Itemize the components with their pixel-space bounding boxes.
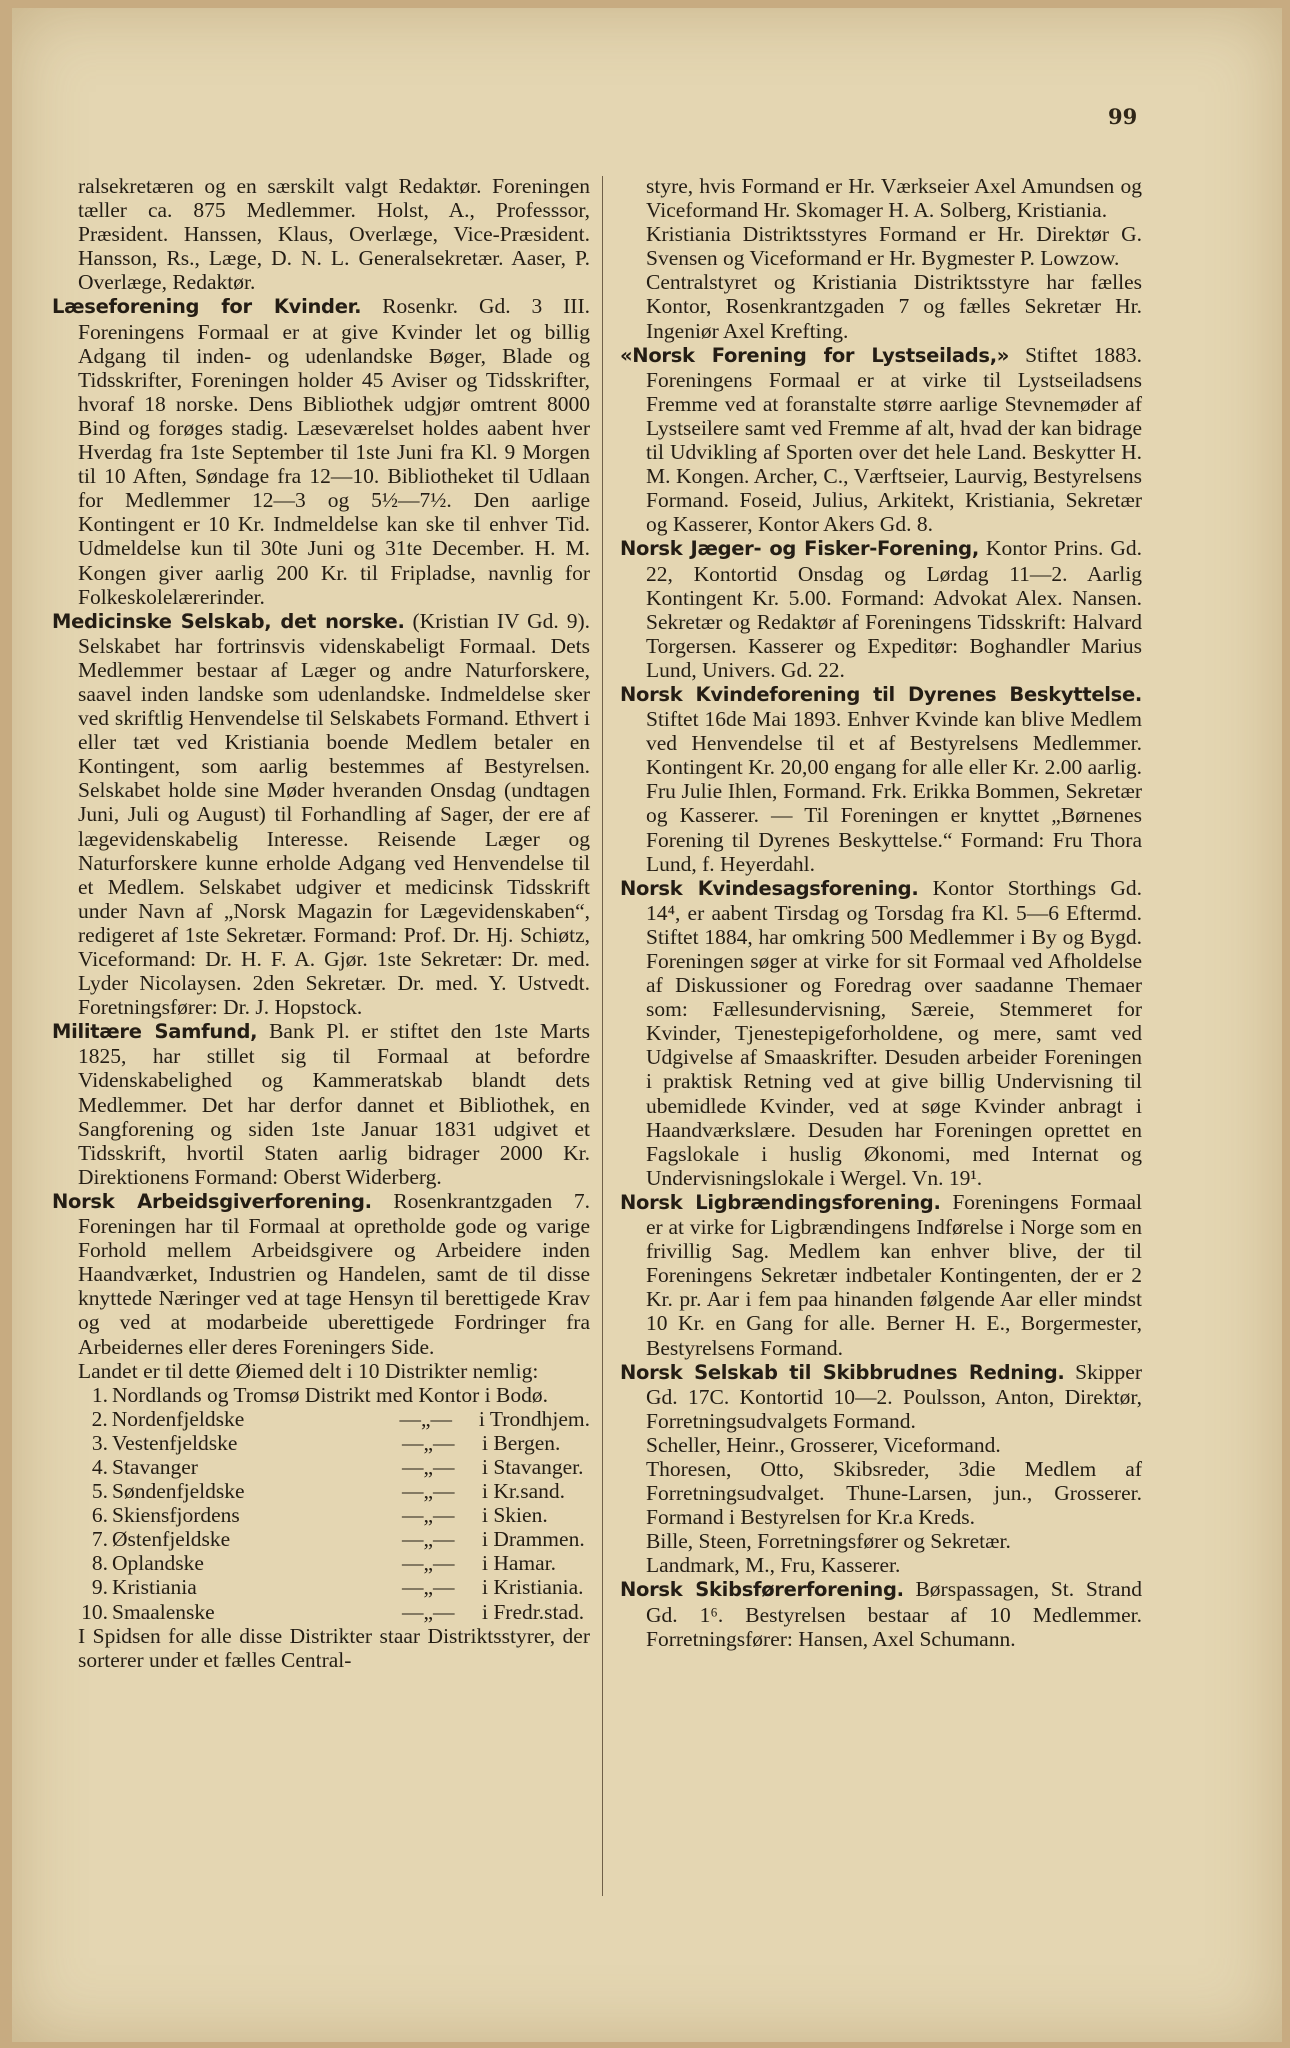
entry-heading: Norsk Jæger- og Fisker-Forening, [620,537,979,561]
districts-intro: Landet er til dette Øiemed delt i 10 Distrikter nemlig: [78,1358,539,1383]
district-row: 7. Østenfjeldske —„— i Drammen. [91,1527,585,1552]
entry-centralstyret-kontor: Centralstyret og Kristiania Distriktsstyre har fælles Kontor, Rosenkrantzgaden 7 og fælles Sekretær Hr. Ingeniør Axel Krefting. [646,270,1142,343]
entry-heading: Norsk Ligbrændingsforening. [620,1190,941,1214]
member-line: Bille, Steen, Forretningsfører og Sekretær. [646,1529,1011,1554]
entry-centralstyre-continuation: styre, hvis Formand er Hr. Værkseier Axel Amundsen og Viceformand Hr. Skomager H. A. Solberg, Kristiania. [646,174,1142,223]
column-rule [602,176,603,1896]
member-line: Thoresen, Otto, Skibsreder, 3die Medlem af Forretningsudvalget. Thune-Larsen, jun., Grosserer. Formand i Bestyrelsen for Kr.a Kreds. [646,1456,1142,1530]
districts-tail: I Spidsen for alle disse Distrikter staar Distriktsstyrer, der sorterer under et fælles Central- [78,1623,590,1672]
entry-ligbraendingsforening: Norsk Ligbrændingsforening. Foreningens Formaal er at virke for Ligbrændingens Indførelse i Norge som en frivillig Sag. Medlem kan enhver blive, der til Foreningens Sekretær indbetaler Kontingenten, der er 2 Kr. pr. Aar i fem paa hinanden følgende Aar eller mindst 10 Kr. en Gang for alle. Berner H. E., Borgermester, Bestyrelsens Formand. [620,1189,1142,1360]
right-column [620,174,1142,1651]
district-row: 2. Nordenfjeldske —„— i Trondhjem. [91,1406,590,1431]
entry-militaere-samfund: Militære Samfund, Bank Pl. er stiftet den 1ste Marts 1825, har stillet sig til Formaal at befordre Videnskabelighed og Kammeratskab blandt dets Medlemmer. Det har derfor dannet et Bibliothek, en Sangforening og siden 1ste Januar 1831 udgivet et Tidsskrift, hvortil Staten aarlig bidrager 2000 Kr. Direktionens Formand: Oberst Widerberg. [52,1019,590,1189]
district-list [52,1383,590,1624]
entry-skibbrudnes-redning: Norsk Selskab til Skibbrudnes Redning. Skipper Gd. 17C. Kontortid 10—2. Poulsson, Anton, Direktør, Forretningsudvalgets Formand. [620,1359,1142,1433]
entry-heading: Læseforening for Kvinder. [52,295,362,319]
entry-jaeger-fisker: Norsk Jæger- og Fisker-Forening, Kontor Prins. Gd. 22, Kontortid Onsdag og Lørdag 11—2. Aarlig Kontingent Kr. 5.00. Formand: Advokat Alex. Nansen. Sekretær og Redaktør af Foreningens Tidsskrift: Halvard Torgersen. Kasserer og Expeditør: Boghandler Marius Lund, Univers. Gd. 22. [620,536,1142,682]
entry-heading: Militære Samfund, [52,1020,258,1044]
member-line: Landmark, M., Fru, Kasserer. [646,1553,901,1578]
district-row: 3. Vestenfjeldske —„— i Bergen. [91,1430,561,1455]
entry-heading: Norsk Kvindeforening til Dyrenes Beskyttelse. [620,682,1142,706]
entry-medicinske-selskab: Medicinske Selskab, det norske. (Kristian IV Gd. 9). Selskabet har fortrinsvis videnskabeligt Formaal. Dets Medlemmer bestaar af Læger og andre Naturforskere, saavel inden landske som udenlandske. Indmeldelse sker ved skriftlig Henvendelse til Selskabets Formand. Ethvert i eller tæt ved Kristiania boende Medlem betaler en Kontingent, som aarlig bestemmes af Bestyrelsen. Selskabet holde sine Møder hveranden Onsdag (undtagen Juni, Juli og August) til Forhandling af Sager, der ere af lægevidenskabelig Interesse. Reisende Læger og Naturforskere kunne erholde Adgang ved Henvendelse til et Medlem. Selskabet udgiver et medicinsk Tidsskrift under Navn af „Norsk Magazin for Lægevidenskaben“, redigeret af 1ste Sekretær. Formand: Prof. Dr. Hj. Schiøtz, Viceformand: Dr. H. F. A. Gjør. 1ste Sekretær: Dr. med. Lyder Nicolaysen. 2den Sekretær. Dr. med. Y. Ustvedt. Foretningsfører: Dr. J. Hopstock. [52,608,590,1020]
entry-skibsforerforening: Norsk Skibsførerforening. Børspassagen, St. Strand Gd. 1⁶. Bestyrelsen bestaar af 10 Medlemmer. Forretningsfører: Hansen, Axel Schumann. [620,1577,1143,1651]
district-row: 4. Stavanger —„— i Stavanger. [91,1454,584,1479]
entry-heading: Norsk Skibsførerforening. [620,1578,904,1602]
entry-heading: Medicinske Selskab, det norske. [52,609,405,633]
book-page [12,8,1282,2042]
page-number: 99 [1108,104,1138,129]
entry-kvindesagsforening: Norsk Kvindesagsforening. Kontor Storthings Gd. 14⁴, er aabent Tirsdag og Torsdag fra Kl. 5—6 Eftermd. Stiftet 1884, har omkring 500 Medlemmer i By og Bygd. Foreningen søger at virke for sit Formaal ved Afholdelse af Diskussioner og Foredrag over saadanne Themaer som: Fællesundervisning, Særeie, Stemmeret for Kvinder, Tjenestepigeforholdene, og mere, samt ved Udgivelse af Smaaskrifter. Desuden arbeider Foreningen i praktisk Retning ved at give billig Undervisning til ubemidlede Kvinder, ved at søge Kvinder anbragt i Haandværkslære. Desuden har Foreningen oprettet en Fagslokale i huslig Økonomi, med Internat og Undervisningslokale i Wergel. Vn. 19¹. [620,875,1143,1190]
entry-laeseforening: Læseforening for Kvinder. Rosenkr. Gd. 3 III. Foreningens Formaal er at give Kvinder let og billig Adgang til inden- og udenlandske Bøger, Blade og Tidsskrifter, Foreningen holder 45 Aviser og Tidsskrifter, hvoraf 18 norske. Dens Bibliothek udgjør omtrent 8000 Bind og forøges stadig. Læseværelset holdes aabent hver Hverdag fra 1ste September til 1ste Juni fra Kl. 9 Morgen til 10 Aften, Søndage fra 12—10. Bibliotheket til Udlaan for Medlemmer 12—3 og 5½—7½. Den aarlige Kontingent er 10 Kr. Indmeldelse kan ske til enhver Tid. Udmeldelse kun til 30te Juni og 31te December. H. M. Kongen giver aarlig 200 Kr. til Fripladse, navnlig for Folkeskolelærerinder. [52,294,591,609]
entry-heading: Norsk Kvindesagsforening. [620,876,919,900]
district-row: 9. Kristiania —„— i Kristiania. [91,1575,584,1600]
district-row: 10. Smaalenske —„— i Fredr.stad. [81,1599,585,1624]
entry-lystseilads: «Norsk Forening for Lystseilads,» Stiftet 1883. Foreningens Formaal er at virke til Lystseiladsens Fremme ved at foranstalte større aarlige Stevnemøder af Lystseilere samt ved Fremme af alt, hvad der kan bidrage til Udvikling af Sporten over det hele Land. Beskytter H. M. Kongen. Archer, C., Værftseier, Laurvig, Bestyrelsens Formand. Foseid, Julius, Arkitekt, Kristiania, Sekretær og Kasserer, Kontor Akers Gd. 8. [620,342,1142,537]
entry-dyrenes-beskyttelse: Norsk Kvindeforening til Dyrenes Beskyttelse. Stiftet 16de Mai 1893. Enhver Kvinde kan blive Medlem ved Henvendelse til et af Bestyrelsens Medlemmer. Kontingent Kr. 20,00 engang for alle eller Kr. 2.00 aarlig. Fru Julie Ihlen, Formand. Frk. Erikka Bommen, Sekretær og Kasserer. — Til Foreningen er knyttet „Børnenes Forening til Dyrenes Beskyttelse.“ Formand: Fru Thora Lund, f. Heyerdahl. [620,682,1142,876]
entry-heading: «Norsk Forening for Lystseilads,» [620,343,1010,367]
entry-kristiania-distriktsstyre: Kristiania Distriktsstyres Formand er Hr. Direktør G. Svensen og Viceformand er Hr. Bygmester P. Lowzow. [646,222,1142,271]
entry-heading: Norsk Selskab til Skibbrudnes Redning. [620,1360,1065,1384]
district-row: 1. Nordlands og Tromsø Distrikt med Kontor i Bodø. [91,1382,548,1407]
entry-arbeidsgiverforening: Norsk Arbeidsgiverforening. Rosenkrantzgaden 7. Foreningen har til Formaal at opretholde gode og varige Forhold mellem Arbeidsgivere og Arbeidere inden Haandværket, Industrien og Handelen, samt de til disse knyttede Næringer ved at tage Hensyn til berettigede Krav og ved at modarbeide uberettigede Fordringer fra Arbeidernes eller deres Foreningers Side. [52,1188,590,1359]
district-row: 5. Søndenfjeldske —„— i Kr.sand. [91,1479,566,1504]
district-row: 6. Skiensfjordens —„— i Skien. [91,1503,548,1528]
entry-holst-continuation: ralsekretæren og en særskilt valgt Redaktør. Foreningen tæller ca. 875 Medlemmer. Holst, A., Professsor, Præsident. Hanssen, Klaus, Overlæge, Vice-Præsident. Hansson, Rs., Læge, D. N. L. Generalsekretær. Aaser, P. Overlæge, Redaktør. [78,174,590,295]
left-column [52,174,590,1672]
district-row: 8. Oplandske —„— i Hamar. [91,1551,557,1576]
entry-heading: Norsk Arbeidsgiverforening. [52,1189,372,1213]
member-line: Scheller, Heinr., Grosserer, Viceformand. [646,1432,1001,1457]
